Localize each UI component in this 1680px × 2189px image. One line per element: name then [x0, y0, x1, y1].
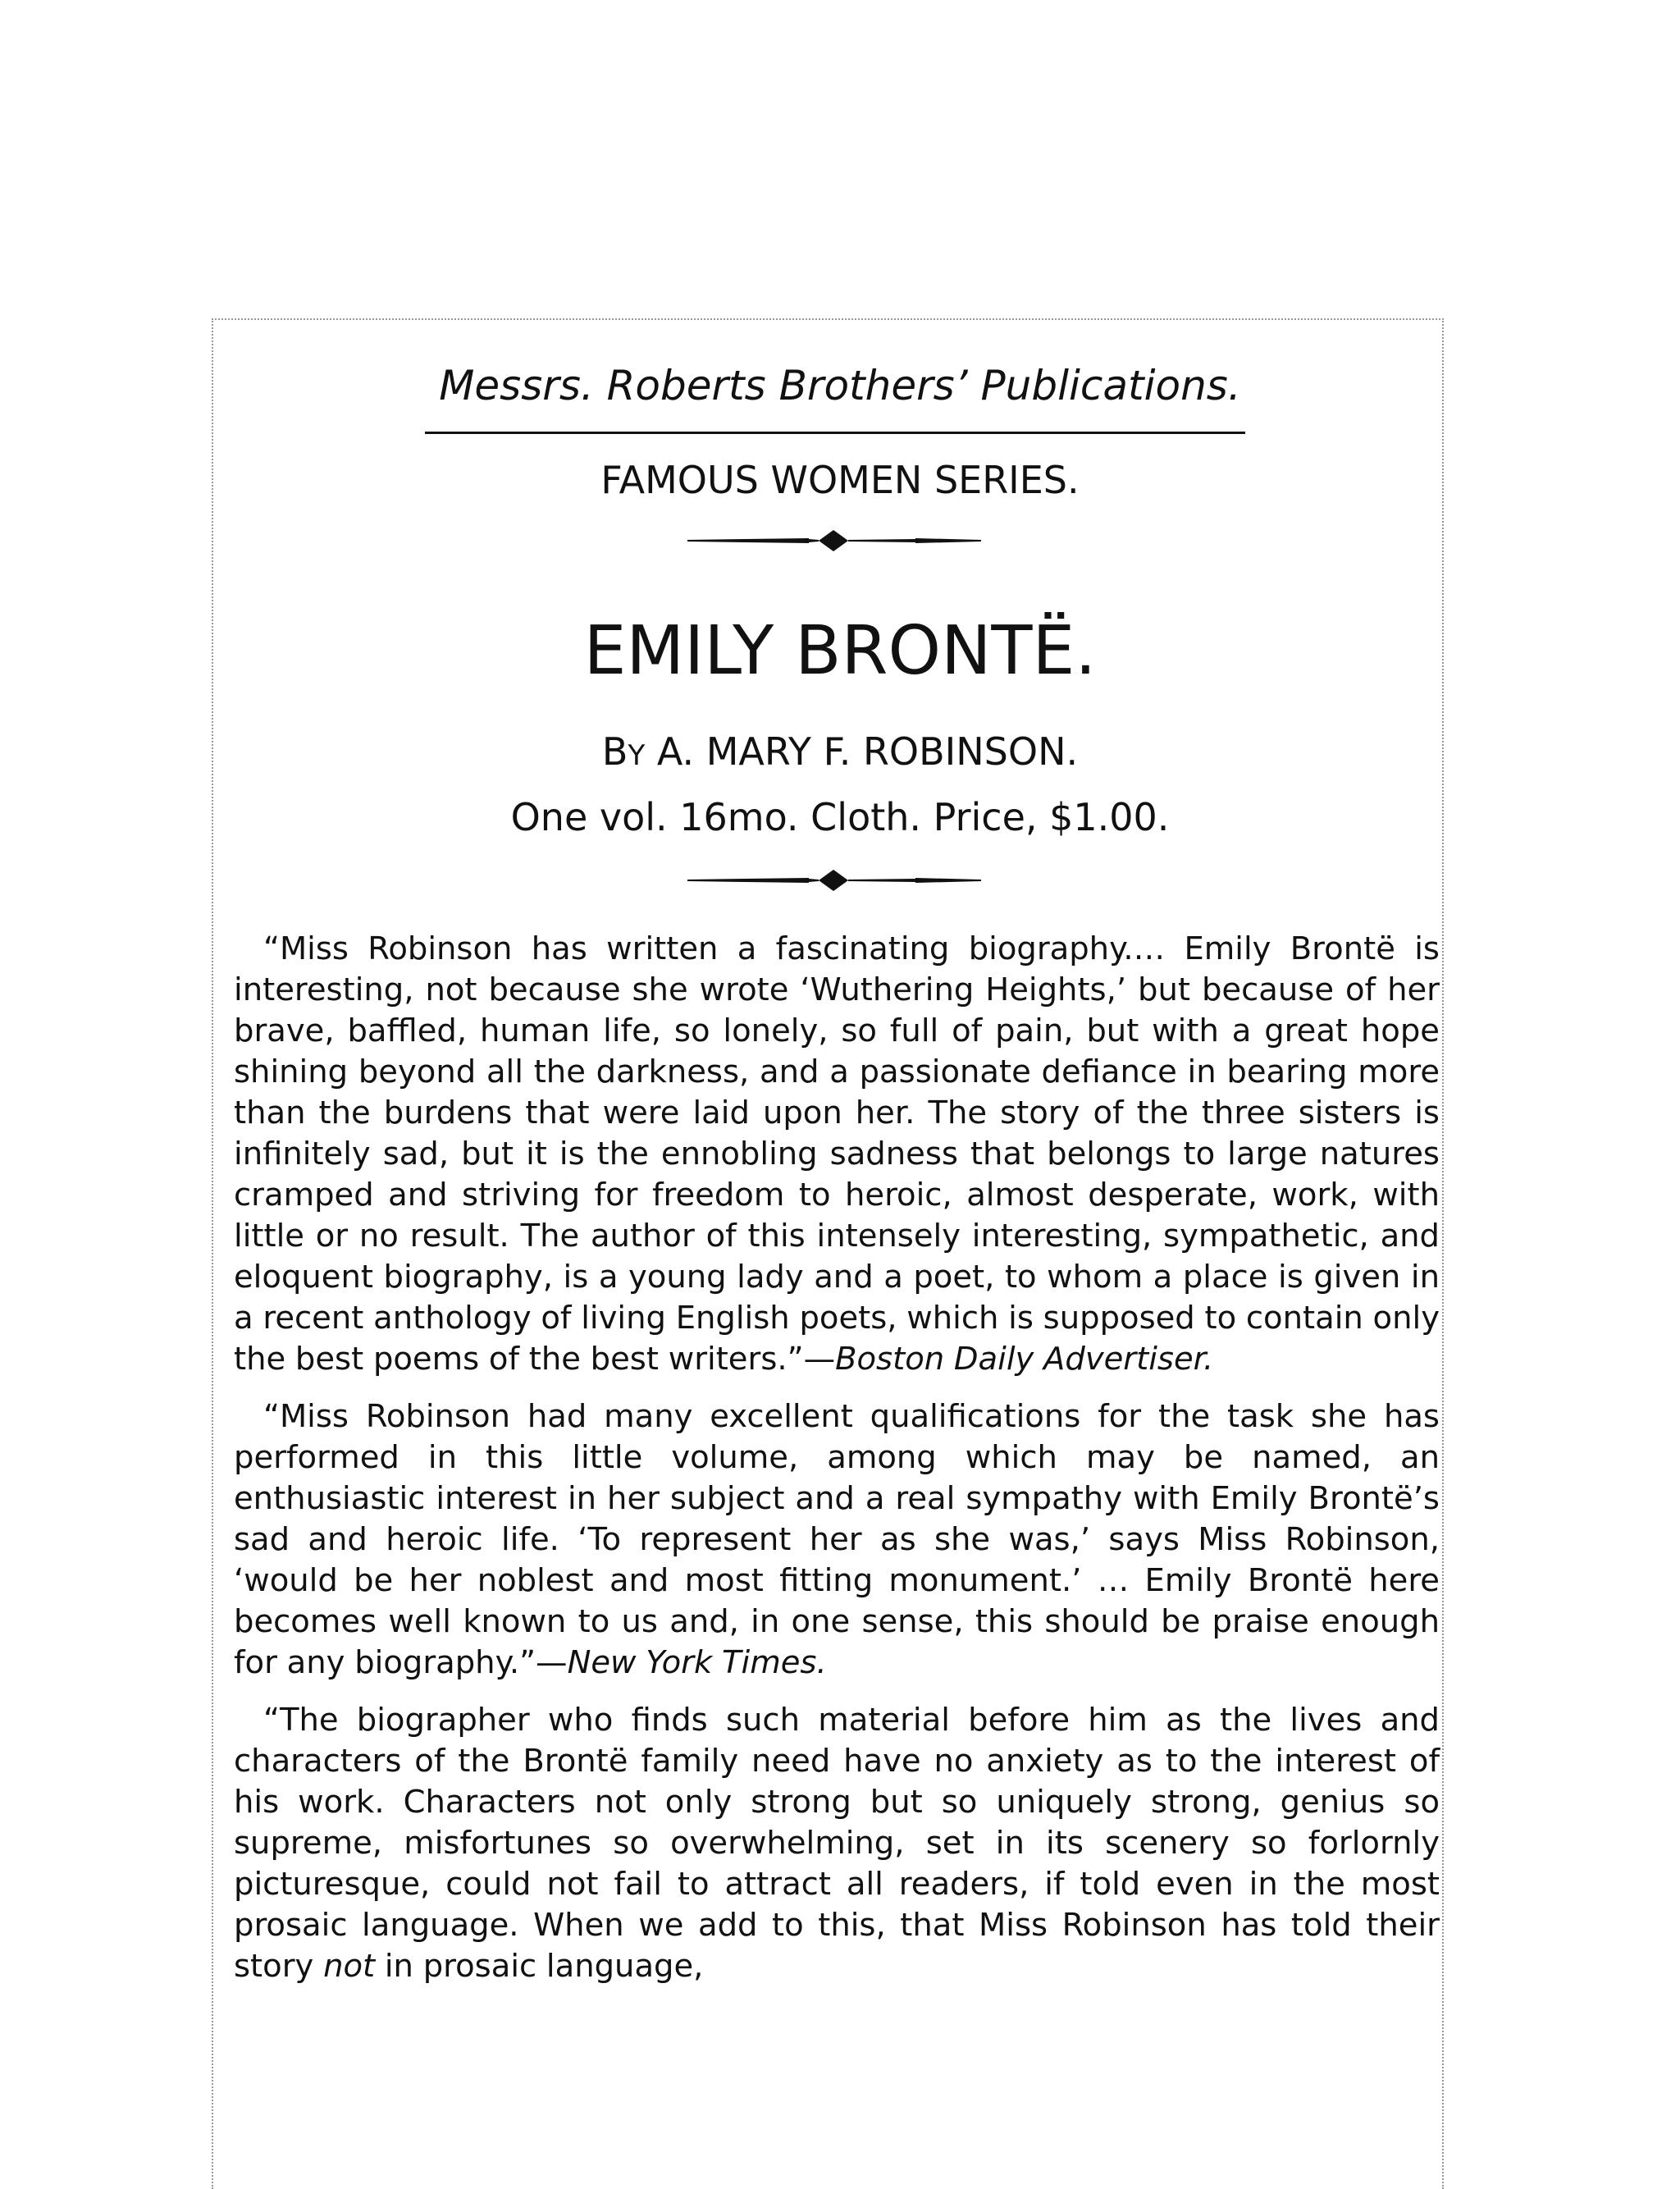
- review-emphasis: not: [323, 1948, 376, 1985]
- review-text: “Miss Robinson had many excellent qualifications for the task she has performed in this little volume, among which may be named, an enthusiastic interest in her subject and a real sympathy with Emily Brontë’s sad and heroic life. ‘To represent her as she was,’ says Miss Robinson, ‘would be her noblest and most fitting monument.’ … Emily Brontë here becomes well known to us and, in one sense, this should be praise enough for any biography.”—: [234, 1398, 1440, 1681]
- review-text: “Miss Robinson has written a fascinating biography.… Emily Brontë is interesting, not because she wrote ‘Wuthering Heights,’ but because of her brave, baffled, human life, so lonely, so full of pain, but with a great hope shining beyond all the darkness, and a passionate defiance in bearing more than the burdens that were laid upon her. The story of the three sisters is infinitely sad, but it is the ennobling sadness that belongs to large natures cramped and striving for freedom to heroic, almost desperate, work, with little or no result. The author of this intensely interesting, sympathetic, and eloquent biography, is a young lady and a poet, to whom a place is given in a recent anthology of living English poets, which is supposed to contain only the best poems of the best writers.”—: [234, 930, 1440, 1378]
- review-text: “The biographer who finds such material before him as the lives and characters of the Brontë family need have no anxiety as to the interest of his work. Characters not only strong but so uniquely strong, genius so supreme, misfortunes so overwhelming, set in its scenery so forlornly picturesque, could not fail to attract all readers, if told even in the most prosaic language. When we add to this, that Miss Robinson has told their story: [234, 1702, 1440, 1985]
- byline: [0, 727, 1680, 780]
- byline-author: A. MARY F. ROBINSON.: [645, 729, 1079, 774]
- review-source: New York Times.: [567, 1644, 827, 1681]
- book-title: EMILY BRONTË.: [583, 612, 1097, 690]
- ornament-divider-top: [686, 528, 983, 553]
- review-source: Boston Daily Advertiser.: [835, 1341, 1214, 1378]
- review-new-york-times: [234, 1396, 1440, 1684]
- byline-by-initial: B: [601, 729, 628, 774]
- ornament-divider-bottom: [686, 868, 983, 893]
- review-biographer: [234, 1700, 1440, 1987]
- review-boston: [234, 929, 1440, 1380]
- publisher-header: Messrs. Roberts Brothers’ Publications.: [439, 362, 1241, 409]
- series-title: FAMOUS WOMEN SERIES.: [600, 458, 1080, 502]
- byline-by-rest: Y: [628, 739, 646, 772]
- reviews: [234, 929, 1440, 2004]
- price-line: One vol. 16mo. Cloth. Price, $1.00.: [510, 795, 1170, 839]
- header-rule: [425, 432, 1245, 434]
- review-text-after: in prosaic language,: [375, 1948, 704, 1985]
